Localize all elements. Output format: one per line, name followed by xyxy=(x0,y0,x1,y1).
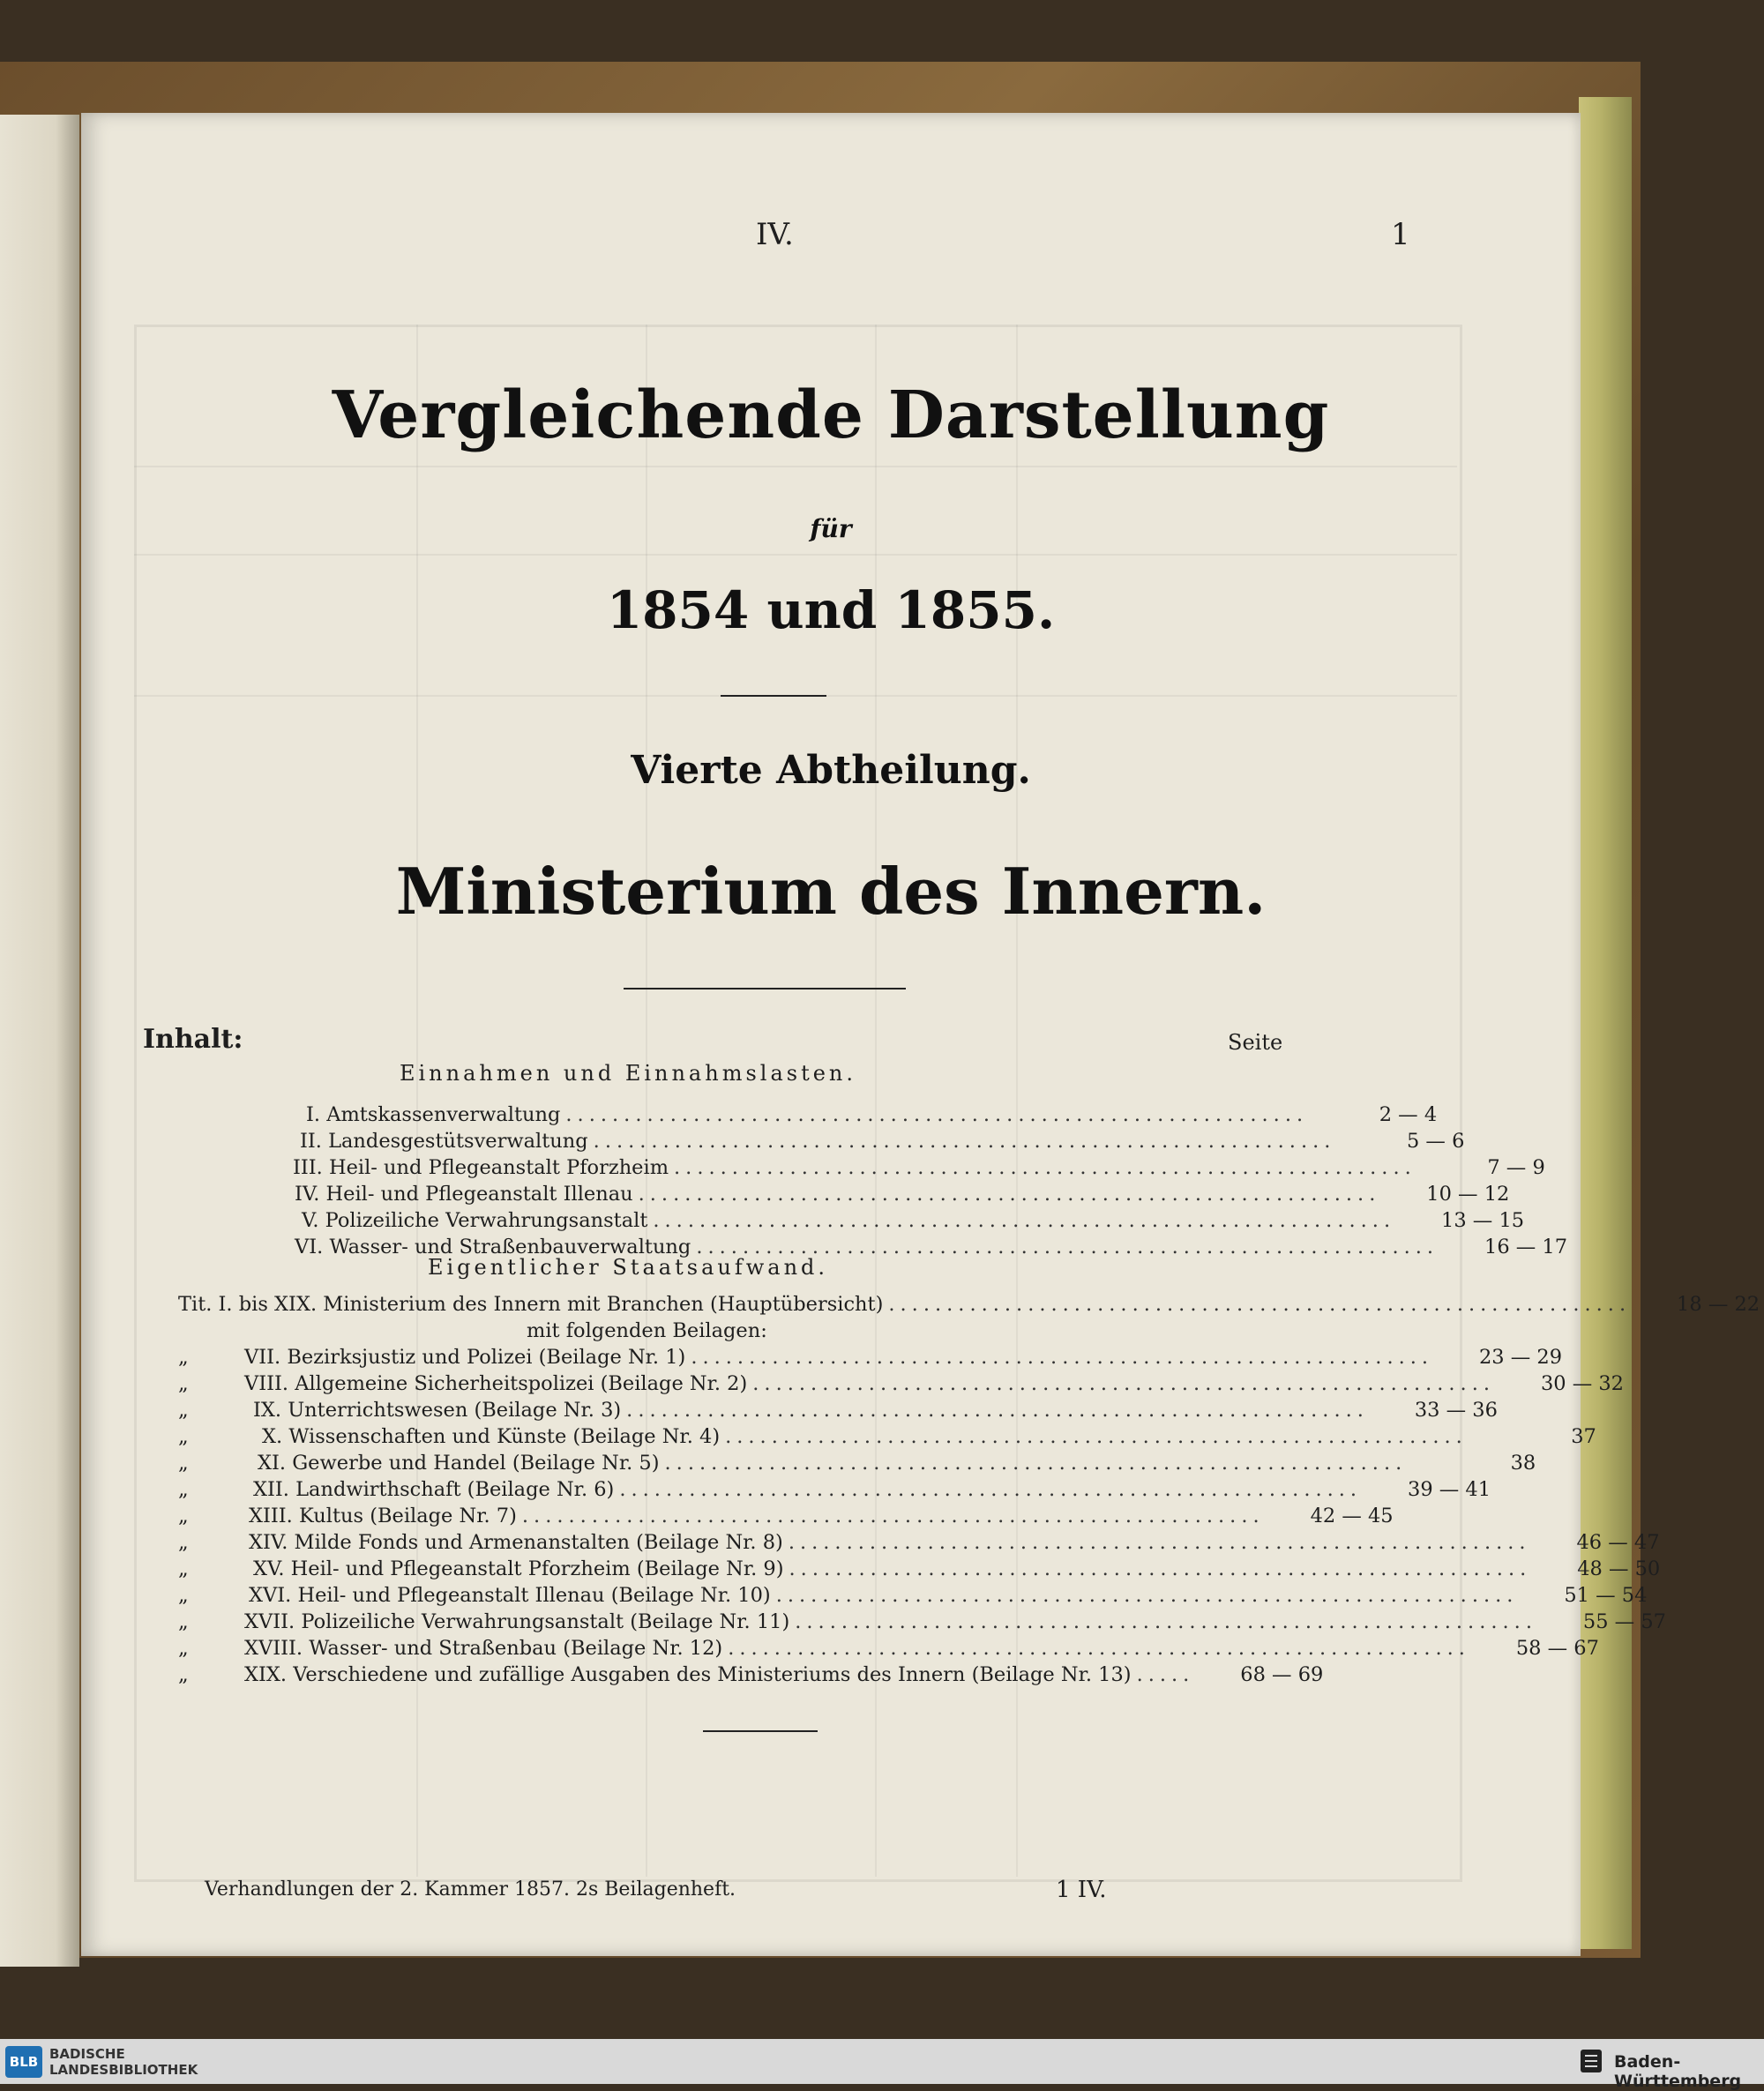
footer-text: Verhandlungen der 2. Kammer 1857. 2s Beilagenheft. xyxy=(205,1878,736,1901)
toc-row: „ XII. Landwirthschaft (Beilage Nr. 6) ................................................................ 39 — 41 xyxy=(178,1478,1491,1501)
toc-row: „ XVII. Polizeiliche Verwahrungsanstalt (Beilage Nr. 11) ................................................................ 55 — 57 xyxy=(178,1610,1666,1633)
title-ministry: Ministerium des Innern. xyxy=(395,854,1267,929)
contents-label: Inhalt: xyxy=(143,1024,243,1055)
toc-row: „ VII. Bezirksjustiz und Polizei (Beilage Nr. 1) ................................................................ 23 — 29 xyxy=(178,1346,1563,1369)
page-number: 1 xyxy=(1391,217,1410,252)
page-column-label: Seite xyxy=(1228,1030,1283,1055)
state-label: Baden-Württemberg xyxy=(1614,2052,1742,2091)
title-years: 1854 und 1855. xyxy=(606,580,1056,640)
toc-row: „ XVI. Heil- und Pflegeanstalt Illenau (Beilage Nr. 10) ................................................................ 51 — 54 xyxy=(178,1584,1648,1607)
footer-signature: 1 IV. xyxy=(1056,1877,1107,1903)
baden-wuerttemberg-lion-icon xyxy=(1579,2048,1603,2074)
toc-row: „ XIX. Verschiedene und zufällige Ausgaben des Ministeriums des Innern (Beilage Nr. 13) ..... 68 — 69 xyxy=(178,1663,1324,1686)
divider-short xyxy=(721,695,826,697)
left-page-fragment xyxy=(0,115,79,1967)
divider-long xyxy=(624,988,906,989)
toc-row: „ XV. Heil- und Pflegeanstalt Pforzheim (Beilage Nr. 9) ................................................................ 48 — 50 xyxy=(178,1557,1661,1580)
toc-row: „ X. Wissenschaften und Künste (Beilage Nr. 4) ................................................................ 37 xyxy=(178,1425,1596,1448)
toc-row: V. Polizeiliche Verwahrungsanstalt ................................................................ 13 — 15 xyxy=(302,1209,1525,1232)
toc-row: „ XI. Gewerbe und Handel (Beilage Nr. 5) ................................................................ 38 xyxy=(178,1452,1536,1475)
section-heading-revenue: Einnahmen und Einnahmslasten. xyxy=(399,1061,856,1086)
divider-bottom xyxy=(703,1730,818,1732)
toc-row: „ VIII. Allgemeine Sicherheitspolizei (Beilage Nr. 2) ................................................................ 30 — 32 xyxy=(178,1372,1625,1395)
page-edge xyxy=(1579,97,1632,1949)
toc-row: „ IX. Unterrichtswesen (Beilage Nr. 3) ................................................................ 33 — 36 xyxy=(178,1399,1498,1422)
title-line-2: für xyxy=(810,514,852,543)
toc-row: I. Amtskassenverwaltung ................................................................ 2 — 4 xyxy=(306,1103,1438,1126)
blb-logo-icon: BLB xyxy=(5,2046,42,2078)
library-name: BADISCHE LANDESBIBLIOTHEK xyxy=(49,2046,198,2078)
section-heading-expense: Eigentlicher Staatsaufwand. xyxy=(427,1255,829,1280)
toc-row: II. Landesgestütsverwaltung ................................................................ 5 — 6 xyxy=(300,1130,1465,1153)
page-header-roman: IV. xyxy=(756,217,794,252)
title-line-1: Vergleichende Darstellung xyxy=(332,377,1330,453)
library-bar xyxy=(0,2039,1764,2091)
document-page xyxy=(81,113,1760,1956)
toc-row: „ XVIII. Wasser- und Straßenbau (Beilage Nr. 12) ................................................................ 58 — 67 xyxy=(178,1637,1599,1660)
toc-row: VI. Wasser- und Straßenbauverwaltung ................................................................ 16 — 17 xyxy=(295,1236,1568,1258)
title-section: Vierte Abtheilung. xyxy=(631,748,1031,793)
toc-row: III. Heil- und Pflegeanstalt Pforzheim ................................................................ 7 — 9 xyxy=(293,1156,1545,1179)
toc-row: „ XIII. Kultus (Beilage Nr. 7) ................................................................ 42 — 45 xyxy=(178,1505,1394,1527)
toc-row: „ XIV. Milde Fonds und Armenanstalten (Beilage Nr. 8) ................................................................ 46 — 47 xyxy=(178,1531,1660,1554)
toc-row: Tit. I. bis XIX. Ministerium des Innern mit Branchen (Hauptübersicht) ................................................................ 18 — 22 xyxy=(178,1293,1760,1316)
toc-row: IV. Heil- und Pflegeanstalt Illenau ................................................................ 10 — 12 xyxy=(295,1183,1510,1206)
toc-row: mit folgenden Beilagen: xyxy=(527,1319,767,1342)
